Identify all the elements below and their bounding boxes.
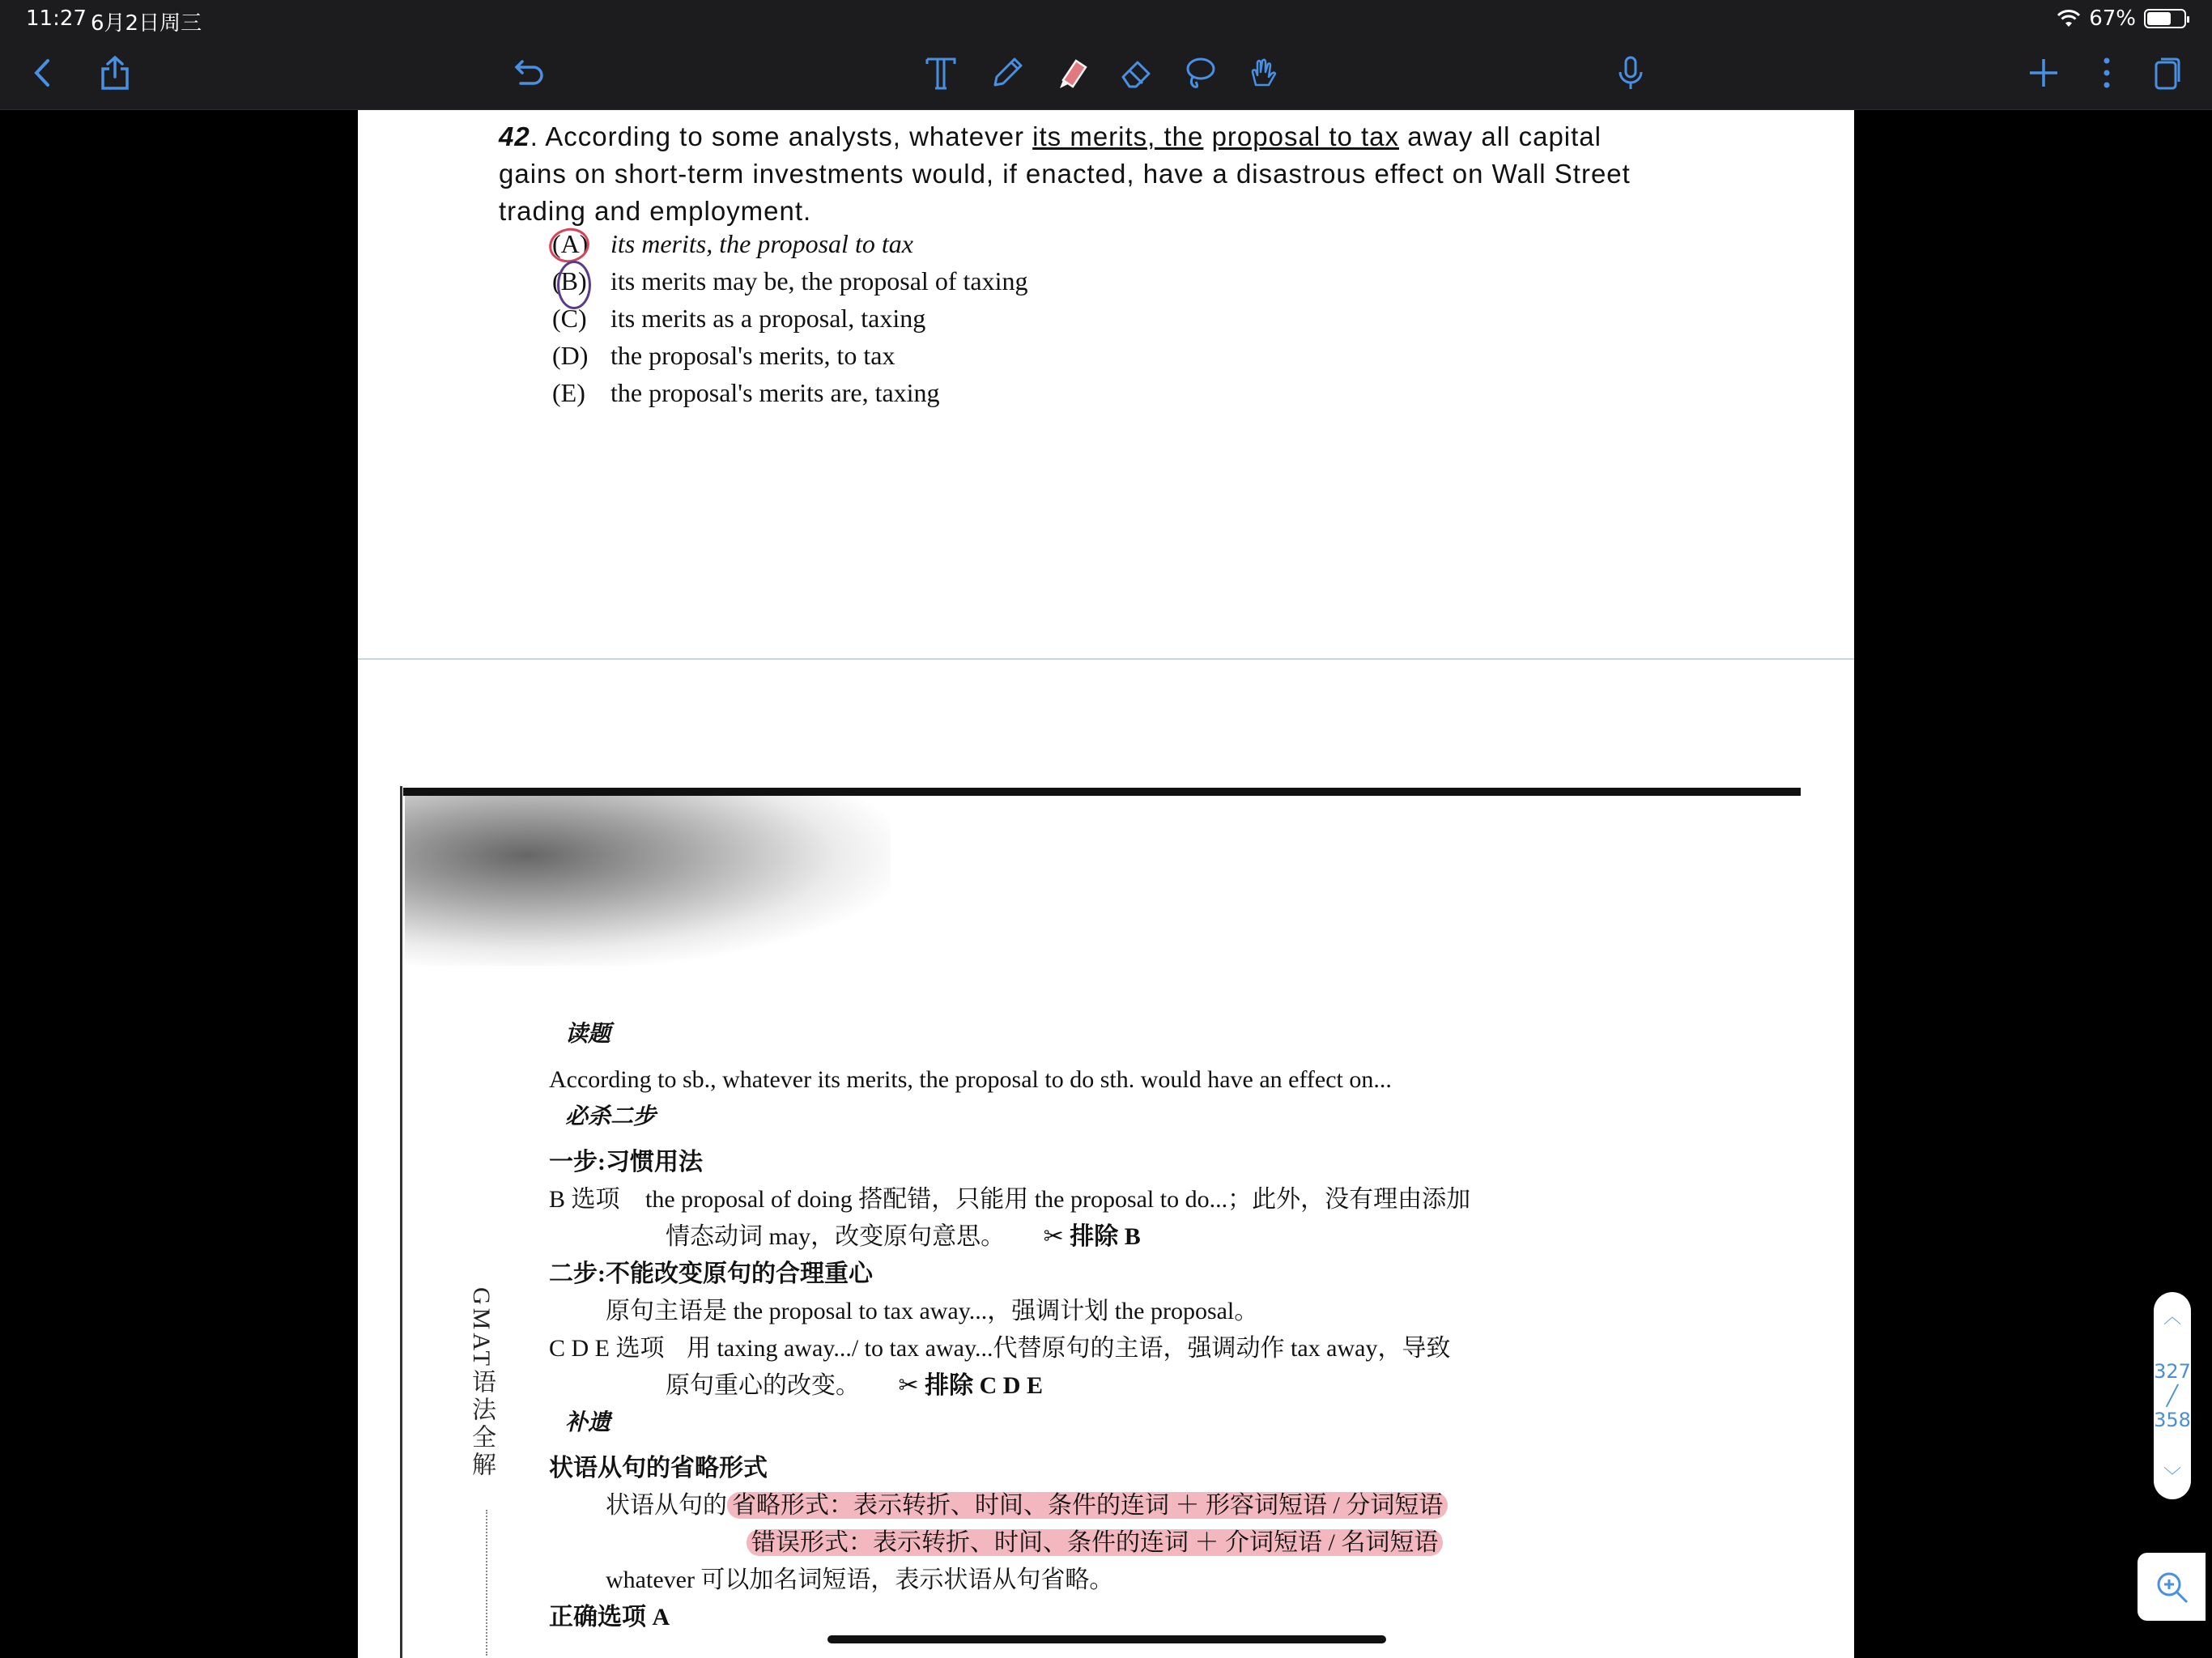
read-text: According to sb., whatever its merits, the proposal to do sth. would have an effect on... bbox=[549, 1066, 1392, 1093]
zoom-in-icon bbox=[2153, 1568, 2190, 1605]
supplement-title: 状语从句的省略形式 bbox=[549, 1455, 768, 1482]
highlighter-tool-button[interactable] bbox=[1048, 49, 1096, 97]
step2-heading: 二步:不能改变原句的合理重心 bbox=[549, 1261, 873, 1287]
step1-heading: 一步:习惯用法 bbox=[549, 1149, 703, 1175]
wifi-icon bbox=[2057, 9, 2081, 28]
lasso-icon bbox=[1180, 53, 1220, 93]
pages-button[interactable] bbox=[2142, 49, 2191, 97]
hand-tool-button[interactable] bbox=[1239, 49, 1287, 97]
microphone-icon bbox=[1610, 53, 1651, 93]
status-indicators bbox=[2057, 5, 2186, 32]
add-page-button[interactable] bbox=[2019, 49, 2068, 97]
step2-line-b: C D E 选项 用 taxing away.../ to tax away...代替原句的主语，强调动作 tax away，导致 bbox=[549, 1335, 1451, 1362]
highlight-2: 错误形式：表示转折、时间、条件的连词 ＋ 介词短语 / 名词短语 bbox=[747, 1529, 1443, 1556]
pages-icon bbox=[2146, 53, 2187, 93]
option-d: (D) the proposal's merits, to tax bbox=[552, 341, 895, 370]
step1-result: 排除 B bbox=[1070, 1223, 1141, 1250]
answer-value: A bbox=[652, 1604, 670, 1630]
total-pages: 358 bbox=[2154, 1409, 2191, 1431]
microphone-button[interactable] bbox=[1606, 49, 1655, 97]
option-a: (A) its merits, the proposal to tax bbox=[552, 229, 913, 258]
chevron-down-icon[interactable]: ﹀ bbox=[2163, 1467, 2181, 1487]
steps-heading: 必杀二步 bbox=[565, 1104, 657, 1129]
underlined-segment-2: proposal to tax bbox=[1211, 121, 1400, 151]
scissors-icon: ✂ bbox=[1043, 1223, 1064, 1250]
step1-label: B 选项 bbox=[549, 1186, 620, 1213]
share-icon bbox=[95, 53, 135, 93]
add-icon bbox=[2023, 53, 2064, 93]
step2-line-b2: 原句重心的改变。 ✂ 排除 C D E bbox=[666, 1372, 1043, 1399]
question-suffix: away all capital gains on short-term investments would, if enacted, have a disastrous effect on Wall Street trading and employment. bbox=[499, 121, 1631, 226]
current-page: 327 bbox=[2154, 1360, 2191, 1383]
pen-icon bbox=[987, 53, 1027, 93]
highlight-1: 省略形式：表示转折、时间、条件的连词 ＋ 形容词短语 / 分词短语 bbox=[727, 1492, 1448, 1519]
answer-line bbox=[549, 1599, 1731, 1636]
page-separator: ╱ bbox=[2166, 1384, 2179, 1407]
supplement-line3: whatever 可以加名词短语，表示状语从句省略。 bbox=[606, 1567, 1114, 1593]
answer-options bbox=[552, 225, 1027, 411]
page-scroller[interactable] bbox=[2154, 1292, 2191, 1499]
chevron-up-icon[interactable]: ︿ bbox=[2163, 1307, 2181, 1328]
text-tool-icon bbox=[921, 53, 961, 93]
undo-icon bbox=[506, 53, 547, 93]
option-b: (B) its merits may be, the proposal of taxing bbox=[552, 266, 1028, 295]
scissors-icon: ✂ bbox=[898, 1372, 919, 1399]
question-number: 42 bbox=[499, 121, 530, 151]
page-indicator bbox=[2154, 1359, 2191, 1432]
option-e: (E) the proposal's merits are, taxing bbox=[552, 378, 940, 407]
read-heading: 读题 bbox=[565, 1022, 611, 1047]
back-icon bbox=[23, 53, 64, 93]
more-options-button[interactable] bbox=[2082, 49, 2131, 97]
answer-heading: 正确选项 bbox=[549, 1604, 646, 1630]
header-rule bbox=[403, 788, 1801, 796]
undo-button[interactable] bbox=[502, 49, 551, 97]
step1-text: the proposal of doing 搭配错，只能用 the proposal to do...；此外，没有理由添加 bbox=[645, 1186, 1471, 1213]
battery-icon bbox=[2144, 9, 2186, 28]
explanation-content bbox=[549, 1016, 1731, 1636]
eraser-tool-button[interactable] bbox=[1112, 49, 1161, 97]
zoom-button[interactable] bbox=[2138, 1553, 2206, 1621]
status-date: 6月2日周三 bbox=[91, 11, 202, 36]
battery-percent: 67% bbox=[2089, 6, 2136, 31]
battery-level bbox=[2147, 12, 2171, 25]
step1-line bbox=[549, 1181, 1731, 1218]
back-button[interactable] bbox=[19, 49, 68, 97]
text-tool-button[interactable] bbox=[917, 49, 965, 97]
ink-circle-annotation-b bbox=[557, 261, 591, 309]
lasso-tool-button[interactable] bbox=[1176, 49, 1224, 97]
page-327-top[interactable] bbox=[358, 110, 1854, 659]
highlighter-icon bbox=[1052, 53, 1092, 93]
side-book-title: GMAT语法全解 bbox=[468, 1287, 495, 1480]
side-dotted-line bbox=[486, 1510, 487, 1656]
left-rule bbox=[400, 786, 402, 1658]
supplement-heading: 补遗 bbox=[565, 1410, 611, 1435]
pen-tool-button[interactable] bbox=[983, 49, 1032, 97]
step1-line2: 情态动词 may，改变原句意思。 ✂ 排除 B bbox=[666, 1223, 1141, 1250]
supplement-line1: 状语从句的 省略形式：表示转折、时间、条件的连词 ＋ 形容词短语 / 分词短语 bbox=[549, 1487, 1731, 1524]
hand-tool-icon bbox=[1243, 53, 1283, 93]
step2-result: 排除 C D E bbox=[925, 1372, 1043, 1399]
status-time: 11:27 bbox=[26, 6, 87, 31]
decorative-stipple-image bbox=[405, 796, 891, 966]
question-text bbox=[499, 118, 1648, 230]
page-327-bottom[interactable] bbox=[358, 660, 1854, 1658]
supplement-line2 bbox=[549, 1524, 1731, 1562]
share-button[interactable] bbox=[91, 49, 139, 97]
step2-text: 原句主语是 the proposal to tax away...，强调计划 the proposal。 bbox=[606, 1298, 1259, 1324]
eraser-icon bbox=[1117, 53, 1157, 93]
home-indicator[interactable] bbox=[827, 1635, 1386, 1643]
question-prefix: . According to some analysts, whatever bbox=[530, 121, 1033, 151]
more-icon bbox=[2087, 53, 2127, 93]
underlined-segment-1: its merits, the bbox=[1032, 121, 1204, 151]
step2-label: C D E 选项 bbox=[549, 1335, 665, 1362]
toolbar bbox=[0, 37, 2212, 110]
option-c: (C) its merits as a proposal, taxing bbox=[552, 304, 926, 333]
status-bar bbox=[0, 0, 2212, 37]
